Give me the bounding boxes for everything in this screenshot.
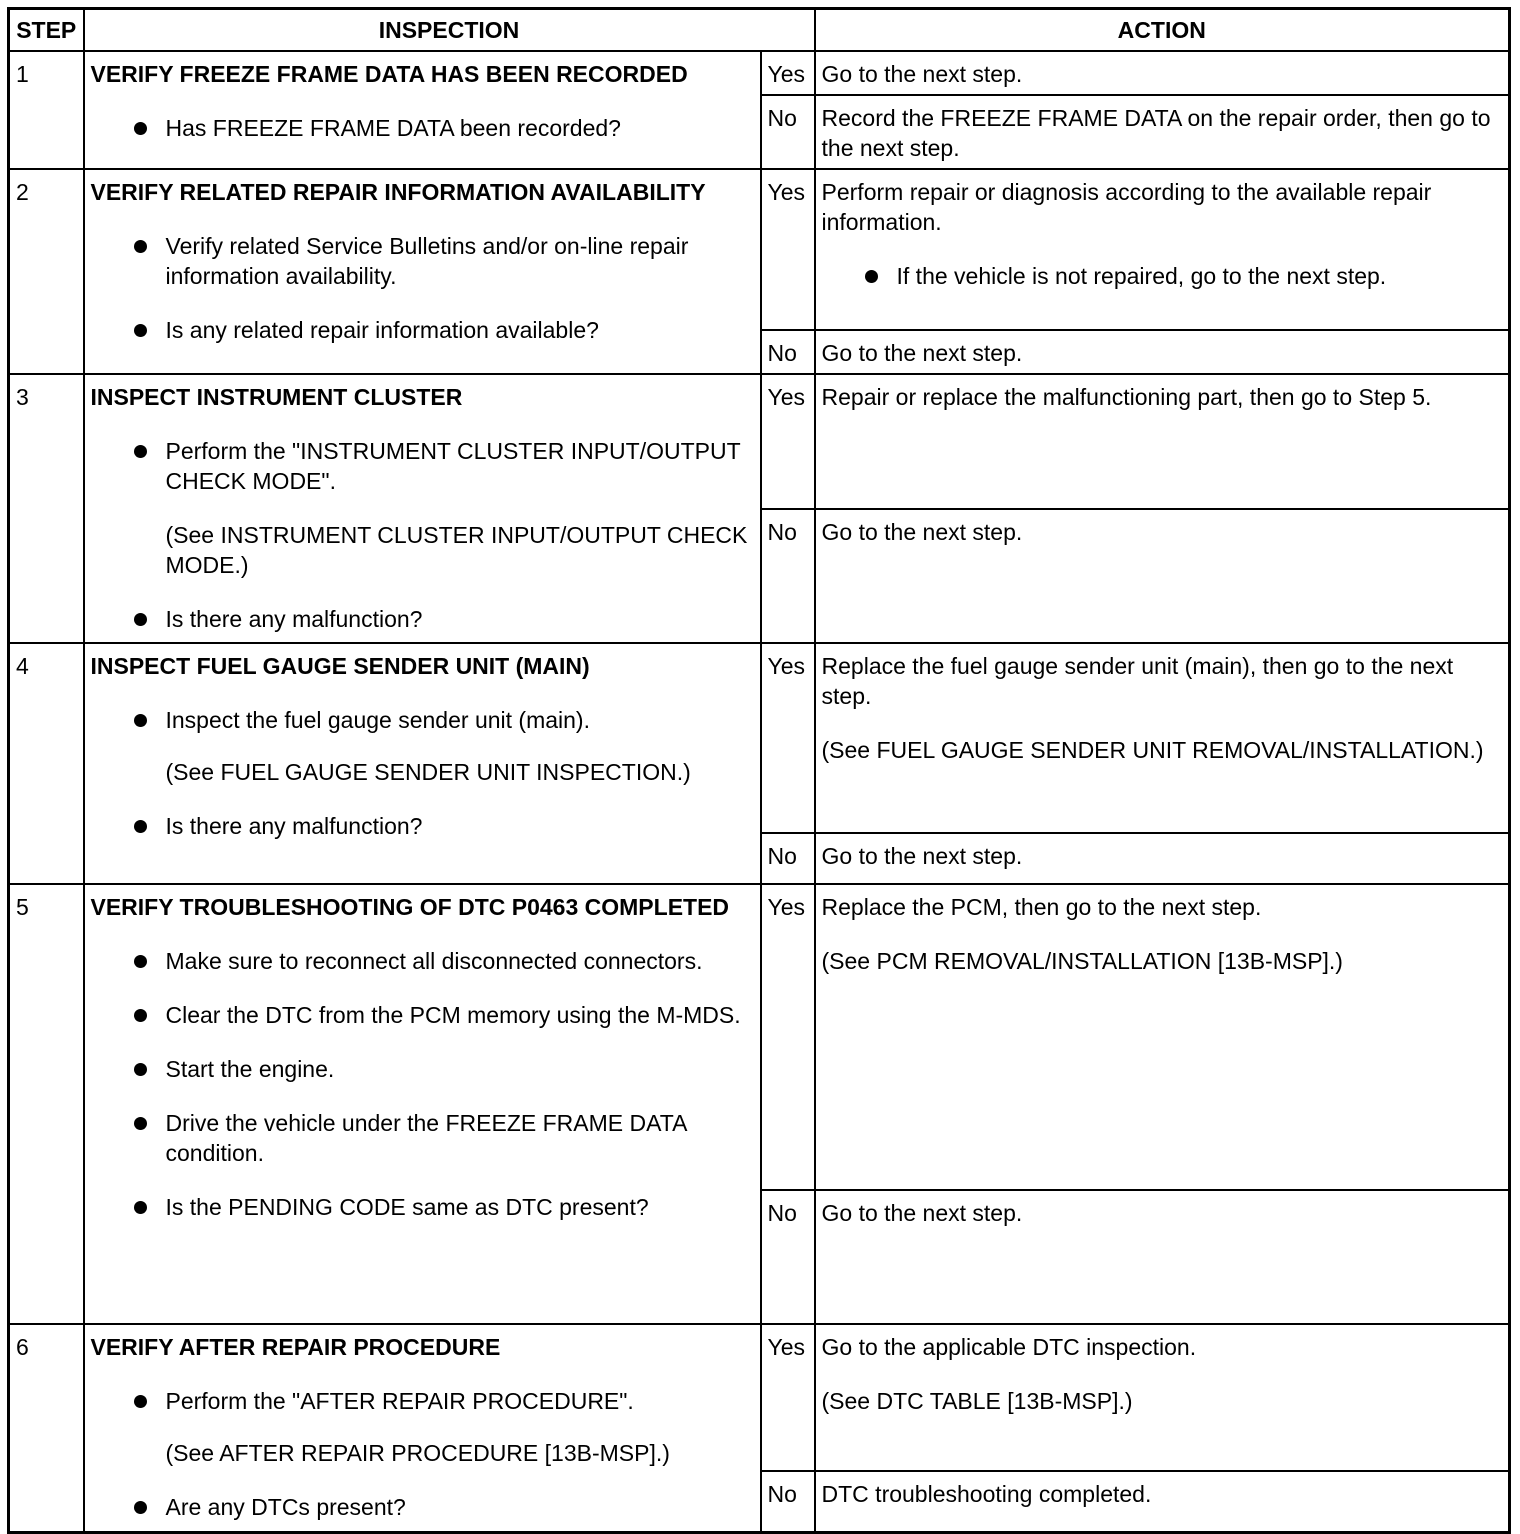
yes-action [815,169,1510,330]
inspection-bullets [91,1386,754,1416]
bullet-item: Drive the vehicle under the FREEZE FRAME DATA condition. [91,1108,754,1168]
yes-action [815,1324,1510,1471]
inspection-cell [84,169,761,374]
no-label: No [761,1190,815,1324]
bullet-item: Is there any malfunction? [91,604,754,634]
inspection-bullets [91,811,754,841]
yes-action-note: (See PCM REMOVAL/INSTALLATION [13B-MSP].) [821,948,1343,974]
yes-action-text: Replace the fuel gauge sender unit (main), then go to the next step. [821,653,1454,709]
no-action-text: Go to the next step. [821,519,1023,545]
yes-action-bullet: If the vehicle is not repaired, go to the next step. [822,261,1503,291]
diagnostic-procedure-table [7,7,1511,1534]
inspection-cell [84,51,761,169]
header-inspection: INSPECTION [84,9,815,52]
no-action [815,833,1510,884]
yes-label: Yes [761,51,815,95]
table-row-step-5-yes [9,884,1510,1190]
inspection-cell [84,643,761,884]
step-number: 5 [9,884,84,1324]
no-action [815,509,1510,643]
inspection-bullets [91,436,754,496]
step-number: 1 [9,51,84,169]
yes-action [815,884,1510,1190]
yes-action-text: Repair or replace the malfunctioning part, then go to Step 5. [821,384,1432,410]
yes-label: Yes [761,884,815,1190]
bullet-item: Perform the "AFTER REPAIR PROCEDURE". [91,1386,754,1416]
inspection-title: VERIFY FREEZE FRAME DATA HAS BEEN RECORDED [90,61,688,87]
yes-action-text: Go to the applicable DTC inspection. [821,1334,1197,1360]
diagnostic-procedure-page [7,7,1508,1534]
inspection-bullets [91,231,754,345]
bullet-item: Make sure to reconnect all disconnected connectors. [91,946,754,976]
header-action: ACTION [815,9,1510,52]
inspection-cell [84,374,761,643]
inspection-cell [84,884,761,1324]
yes-label: Yes [761,1324,815,1471]
no-label: No [761,95,815,169]
no-action [815,95,1510,169]
inspection-bullets [91,1492,754,1522]
bullet-item: Are any DTCs present? [91,1492,754,1522]
no-action [815,1471,1510,1533]
step-number: 4 [9,643,84,884]
bullet-item: Is there any malfunction? [91,811,754,841]
no-label: No [761,833,815,884]
bullet-item: Is the PENDING CODE same as DTC present? [91,1192,754,1222]
inspection-note: (See FUEL GAUGE SENDER UNIT INSPECTION.) [165,759,691,785]
table-row-step-6-yes [9,1324,1510,1471]
inspection-note: (See AFTER REPAIR PROCEDURE [13B-MSP].) [165,1440,670,1466]
no-action-text: DTC troubleshooting completed. [821,1481,1152,1507]
yes-action-text: Replace the PCM, then go to the next step. [821,894,1262,920]
inspection-bullets [91,113,754,143]
table-row-step-3-yes [9,374,1510,509]
inspection-bullets [91,705,754,735]
bullet-item: Perform the "INSTRUMENT CLUSTER INPUT/OUTPUT CHECK MODE". [91,436,754,496]
inspection-title: VERIFY AFTER REPAIR PROCEDURE [90,1334,501,1360]
bullet-item: Start the engine. [91,1054,754,1084]
bullet-item: Inspect the fuel gauge sender unit (main). [91,705,754,735]
table-row-step-1-yes [9,51,1510,95]
no-action [815,1190,1510,1324]
no-label: No [761,509,815,643]
bullet-item: Clear the DTC from the PCM memory using the M-MDS. [91,1000,754,1030]
yes-action [815,51,1510,95]
yes-action [815,643,1510,833]
step-number: 6 [9,1324,84,1533]
yes-label: Yes [761,169,815,330]
yes-action [815,374,1510,509]
no-action-text: Record the FREEZE FRAME DATA on the repair order, then go to the next step. [821,105,1491,161]
table-header-row [9,9,1510,52]
inspection-cell [84,1324,761,1533]
yes-label: Yes [761,374,815,509]
inspection-title: INSPECT INSTRUMENT CLUSTER [90,384,463,410]
bullet-item: Is any related repair information available? [91,315,754,345]
inspection-title: INSPECT FUEL GAUGE SENDER UNIT (MAIN) [90,653,590,679]
bullet-item: Has FREEZE FRAME DATA been recorded? [91,113,754,143]
table-row-step-4-yes [9,643,1510,833]
step-number: 2 [9,169,84,374]
inspection-bullets [91,946,754,1222]
yes-label: Yes [761,643,815,833]
no-action-text: Go to the next step. [821,843,1023,869]
inspection-bullets [91,604,754,634]
yes-action-text: Perform repair or diagnosis according to the available repair information. [821,179,1432,235]
yes-action-note: (See FUEL GAUGE SENDER UNIT REMOVAL/INSTALLATION.) [821,737,1484,763]
step-number: 3 [9,374,84,643]
header-step: STEP [9,9,84,52]
no-label: No [761,1471,815,1533]
table-row-step-2-yes [9,169,1510,330]
no-label: No [761,330,815,374]
no-action-text: Go to the next step. [821,340,1023,366]
yes-action-note: (See DTC TABLE [13B-MSP].) [821,1388,1133,1414]
inspection-title: VERIFY RELATED REPAIR INFORMATION AVAILABILITY [90,179,706,205]
no-action-text: Go to the next step. [821,1200,1023,1226]
bullet-item: Verify related Service Bulletins and/or on-line repair information availability. [91,231,754,291]
yes-action-text: Go to the next step. [821,61,1023,87]
inspection-note: (See INSTRUMENT CLUSTER INPUT/OUTPUT CHECK MODE.) [165,522,748,578]
no-action [815,330,1510,374]
inspection-title: VERIFY TROUBLESHOOTING OF DTC P0463 COMPLETED [90,894,730,920]
